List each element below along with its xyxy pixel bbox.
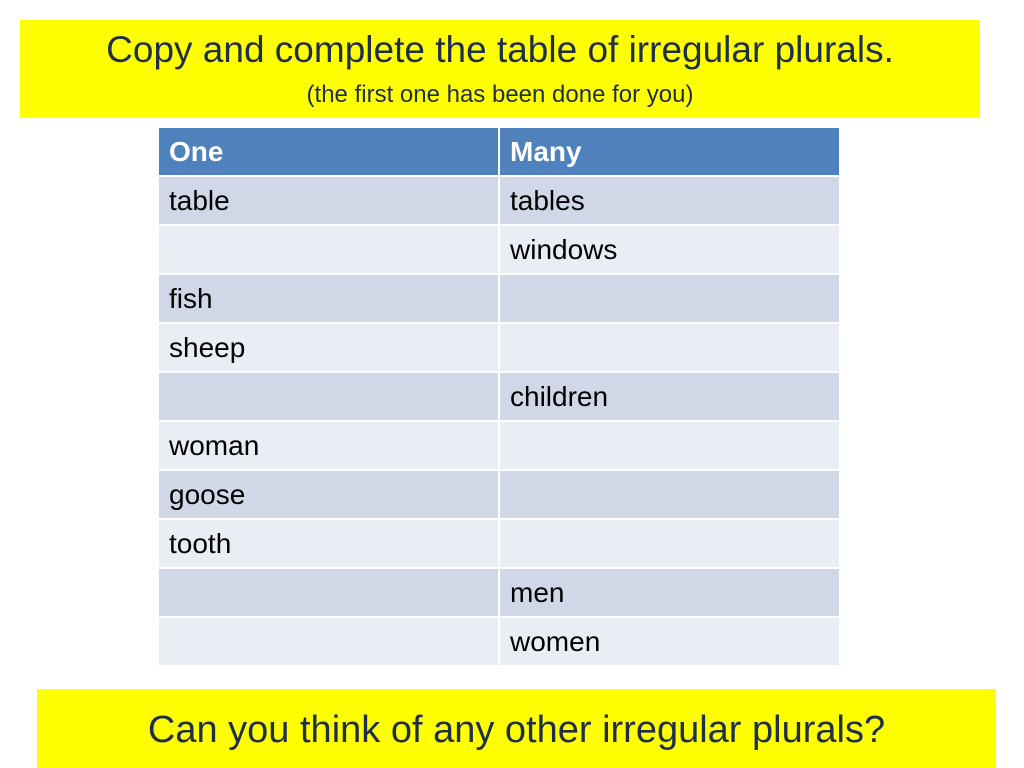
cell-one: tooth [158, 519, 499, 568]
table-row [158, 519, 840, 568]
instruction-title: Copy and complete the table of irregular plurals. [106, 29, 894, 70]
table-row [158, 568, 840, 617]
table-row [158, 470, 840, 519]
instruction-banner [20, 20, 980, 118]
cell-one [158, 372, 499, 421]
column-header-one: One [158, 127, 499, 176]
cell-one: goose [158, 470, 499, 519]
table-row [158, 323, 840, 372]
cell-many [499, 470, 840, 519]
cell-one: woman [158, 421, 499, 470]
table-row [158, 225, 840, 274]
cell-one [158, 568, 499, 617]
cell-one: sheep [158, 323, 499, 372]
cell-many [499, 323, 840, 372]
cell-many: men [499, 568, 840, 617]
cell-many: tables [499, 176, 840, 225]
cell-many: children [499, 372, 840, 421]
cell-one: table [158, 176, 499, 225]
column-header-many: Many [499, 127, 840, 176]
table-row [158, 617, 840, 666]
cell-one: fish [158, 274, 499, 323]
table-row [158, 421, 840, 470]
cell-many: women [499, 617, 840, 666]
table-row [158, 176, 840, 225]
table-row [158, 274, 840, 323]
table-row [158, 372, 840, 421]
cell-one [158, 617, 499, 666]
cell-many [499, 519, 840, 568]
table-header-row [158, 127, 840, 176]
question-text: Can you think of any other irregular plurals? [147, 709, 886, 751]
cell-many [499, 274, 840, 323]
instruction-subtitle: (the first one has been done for you) [306, 81, 694, 108]
plurals-table [157, 126, 841, 667]
cell-many: windows [499, 225, 840, 274]
cell-one [158, 225, 499, 274]
cell-many [499, 421, 840, 470]
question-banner [37, 689, 996, 768]
